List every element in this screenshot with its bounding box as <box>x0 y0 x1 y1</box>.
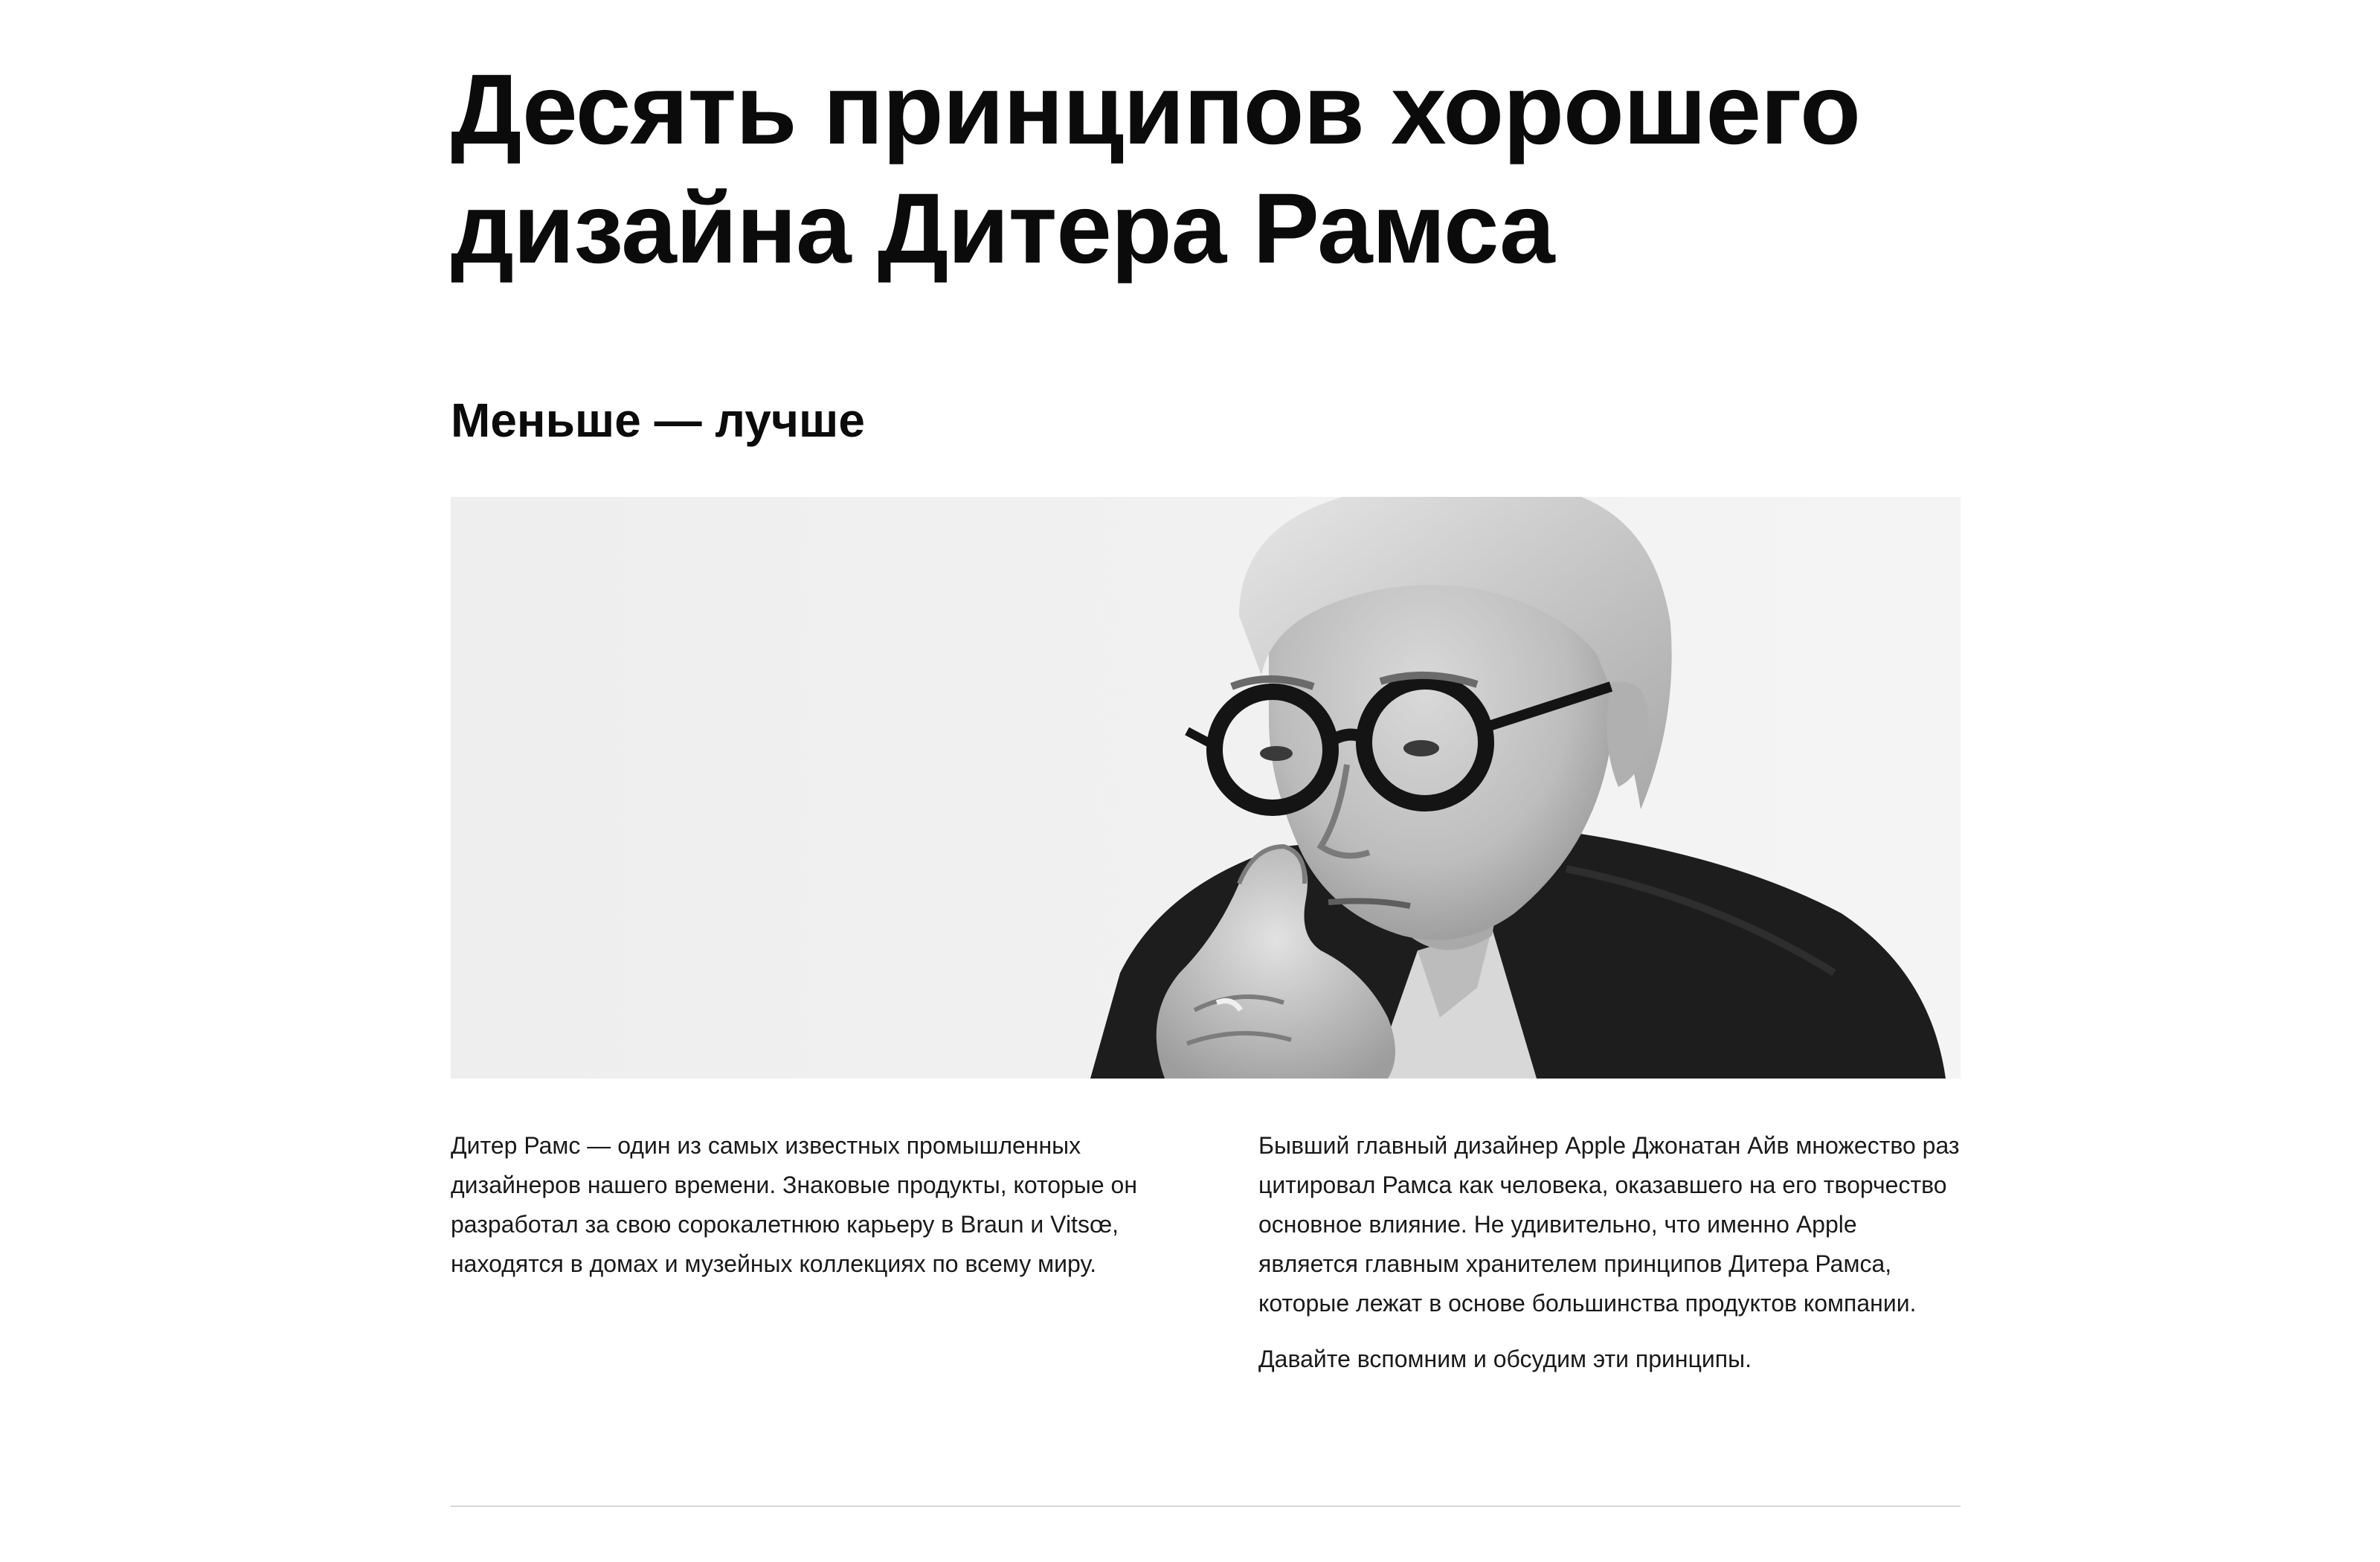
portrait-photo <box>451 497 1961 1079</box>
section-divider <box>451 1505 1961 1507</box>
discussion-paragraph: Давайте вспомним и обсудим эти принципы. <box>1258 1346 1752 1372</box>
section-subtitle: Меньше — лучше <box>451 393 865 447</box>
apple-paragraph: Бывший главный дизайнер Apple Джонатан Айв множество раз цитировал Рамса как человека, оказавшего на его творчество основное влияние. Не удивительно, что именно Apple является главным хранителем принципов Дитера Рамса, которые лежат в основе большинства продуктов компании. <box>1258 1132 1960 1317</box>
intro-right-column <box>1258 1126 1961 1379</box>
intro-left-column <box>451 1126 1180 1284</box>
intro-paragraph: Дитер Рамс — один из самых известных промышленных дизайнеров нашего времени. Знаковые продукты, которые он разработал за свою сорокалетнюю карьеру в Braun и Vitsœ, находятся в домах и музейных коллекциях по всему миру. <box>451 1132 1137 1277</box>
page-title: Десять принципов хорошего дизайна Дитера Рамса <box>451 54 1860 284</box>
